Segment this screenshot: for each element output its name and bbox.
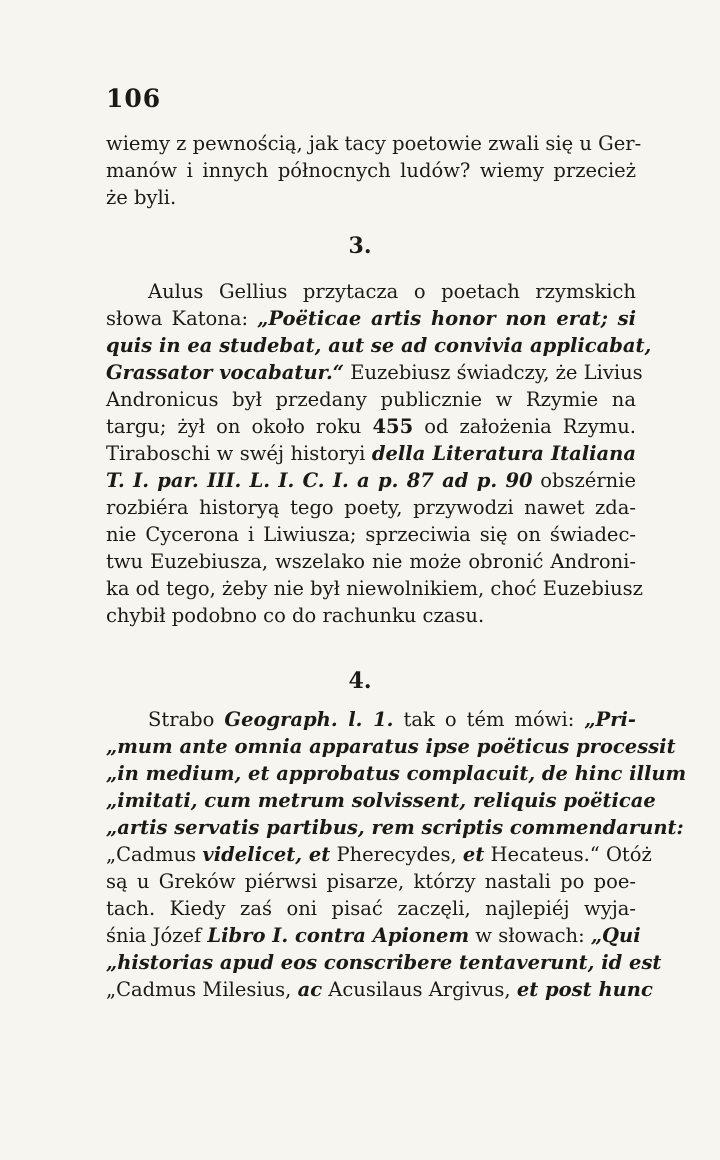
text-run: w słowach: [469,924,591,947]
latin-quote-line: „imitati, cum metrum solvissent, reliquis poëticae [106,789,656,812]
latin-quote: „Qui [590,924,641,947]
text-line [106,305,636,332]
text-line [106,922,641,949]
year-number: 455 [372,415,414,438]
text-line: Aulus Gellius przytacza o poetach rzymskich [148,280,636,303]
latin-word: et [462,843,485,866]
text-line: że byli. [106,186,177,209]
latin-word: ac [297,978,323,1001]
text-line: są u Greków piérwsi pisarze, którzy nastali po poe- [106,870,636,893]
book-title: Libro I. contra Apionem [207,924,470,947]
text-line: chybił podobno co do rachunku czasu. [106,604,485,627]
latin-quote-line: „historias apud eos conscribere tentaverunt, id est [106,951,662,974]
text-line [106,706,636,733]
latin-quote-line: „artis servatis partibus, rem scriptis commendarunt: [106,816,684,839]
text-run: „Cadmus Milesius, [106,978,298,1001]
text-line [106,467,636,494]
text-line: rozbiéra historyą tego poety, przywodzi nawet zda- [106,496,636,519]
text-run: obszérnie [532,469,636,492]
paragraph-continuation [106,130,642,211]
text-line: tach. Kiedy zaś oni pisać zaczęli, najlepiéj wyja- [106,897,636,920]
latin-word: videlicet, et [202,843,331,866]
text-run: Euzebiusz świadczy, że Livius [344,361,643,384]
citation: T. I. par. III. L. I. C. I. a p. 87 ad p. 90 [106,469,533,492]
paragraph-section-3 [106,278,652,629]
text-line: nie Cycerona i Liwiusza; sprzeciwia się on świadec- [106,523,636,546]
text-line: ka od tego, żeby nie był niewolnikiem, choć Euzebiusz [106,577,643,600]
text-run: Hecateus.“ Otóż [484,843,652,866]
page-number: 106 [106,84,162,113]
text-run: „Cadmus [106,843,203,866]
text-run: Pherecydes, [330,843,463,866]
text-run: Acusilaus Argivus, [322,978,517,1001]
text-run: targu; żył on około roku [106,415,373,438]
text-line: manów i innych północnych ludów? wiemy przecież [106,159,636,182]
text-line [106,976,653,1003]
text-line [106,359,643,386]
text-line [106,440,636,467]
text-run: od założenia Rzymu. [413,415,636,438]
text-line: wiemy z pewnością, jak tacy poetowie zwali się u Ger- [106,132,642,155]
text-run: Tiraboschi w swéj historyi [106,442,372,465]
latin-quote: „Poëticae artis honor non erat; si [257,307,636,330]
text-line [106,413,636,440]
text-line [106,841,652,868]
latin-quote: Grassator vocabatur.“ [106,361,345,384]
text-line: twu Euzebiusza, wszelako nie może obronić Androni- [106,550,636,573]
citation: Geograph. l. 1. [224,708,394,731]
text-run: śnia Józef [106,924,208,947]
latin-quote-line: quis in ea studebat, aut se ad convivia applicabat, [106,334,652,357]
section-number-3: 3. [348,233,372,259]
text-run: słowa Katona: [106,307,258,330]
latin-quote-line: „mum ante omnia apparatus ipse poëticus processit [106,735,676,758]
text-run: Strabo [148,708,225,731]
book-title: della Literatura Italiana [371,442,636,465]
latin-quote-line: „in medium, et approbatus complacuit, de hinc illum [106,762,687,785]
section-number-4: 4. [348,668,372,694]
latin-quote: et post hunc [516,978,653,1001]
text-run: tak o tém mówi: [393,708,585,731]
latin-quote: „Pri- [584,708,636,731]
text-line: Andronicus był przedany publicznie w Rzymie na [106,388,636,411]
paragraph-section-4 [106,706,687,1003]
